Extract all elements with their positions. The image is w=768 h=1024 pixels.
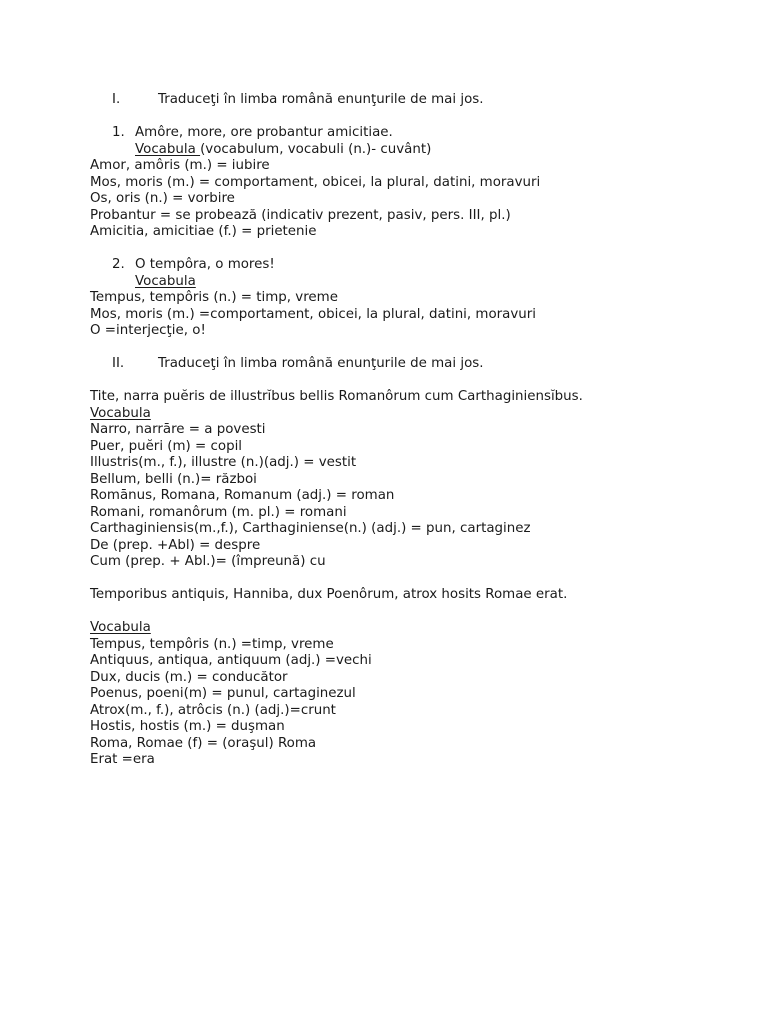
vocab-entry: Hostis, hostis (m.) = duşman: [90, 719, 285, 734]
vocab-entry: Carthaginiensis(m.,f.), Carthaginiense(n.) (adj.) = pun, cartaginez: [90, 521, 531, 536]
vocab-entry: O =interjecţie, o!: [90, 323, 206, 338]
item-2-vocab-label: Vocabula: [135, 273, 196, 289]
vocab-entry: Bellum, belli (n.)= război: [90, 471, 257, 487]
vocab-entry: Illustris(m., f.), illustre (n.)(adj.) = vestit: [90, 455, 357, 470]
vocab-entry: De (prep. +Abl) = despre: [90, 537, 261, 553]
item-2-sentence: O tempôra, o mores!: [135, 257, 275, 272]
section-2-sentence-1: Tite, narra puĕris de illustrĭbus bellis Romanôrum cum Carthaginiensĭbus.: [90, 389, 583, 404]
vocab-entry: Dux, ducis (m.) = conducător: [90, 669, 288, 685]
section-2-vocab-1-label: Vocabula: [90, 405, 151, 421]
vocab-entry: Poenus, poeni(m) = punul, cartaginezul: [90, 686, 356, 701]
vocab-entry: Mos, moris (m.) =comportament, obicei, la plural, datini, moravuri: [90, 306, 537, 322]
vocab-note: (vocabulum, vocabuli (n.)- cuvânt): [200, 141, 432, 157]
vocab-entry: Erat =era: [90, 752, 155, 767]
section-2-heading: Traduceţi în limba română enunţurile de mai jos.: [158, 356, 484, 371]
vocab-label: Vocabula: [135, 141, 201, 157]
vocab-entry: Tempus, tempôris (n.) = timp, vreme: [90, 290, 338, 305]
section-1-numeral: I.: [112, 92, 121, 107]
vocab-entry: Puer, puĕri (m) = copil: [90, 438, 243, 454]
vocab-entry: Narro, narrāre = a povesti: [90, 422, 266, 437]
section-2-numeral: II.: [112, 356, 125, 371]
vocab-entry: Amicitia, amicitiae (f.) = prietenie: [90, 224, 317, 239]
vocab-entry: Os, oris (n.) = vorbire: [90, 191, 235, 206]
vocab-entry: Probantur = se probează (indicativ prezent, pasiv, pers. III, pl.): [90, 207, 511, 223]
vocab-entry: Tempus, tempôris (n.) =timp, vreme: [90, 636, 334, 652]
vocab-entry: Amor, amôris (m.) = iubire: [90, 158, 270, 173]
item-1-sentence: Amôre, more, ore probantur amicitiae.: [135, 125, 393, 140]
section-2-sentence-2: Temporibus antiquis, Hanniba, dux Poenôrum, atrox hosits Romae erat.: [90, 587, 568, 602]
vocab-entry: Roma, Romae (f) = (oraşul) Roma: [90, 735, 317, 751]
item-1-number: 1.: [112, 125, 125, 140]
item-2-number: 2.: [112, 257, 125, 272]
section-1-heading: Traduceţi în limba română enunţurile de mai jos.: [158, 92, 484, 107]
vocab-entry: Antiquus, antiqua, antiquum (adj.) =vechi: [90, 653, 372, 668]
vocab-entry: Cum (prep. + Abl.)= (împreună) cu: [90, 554, 326, 569]
item-1-vocab-heading: [135, 142, 431, 159]
vocab-entry: Romani, romanôrum (m. pl.) = romani: [90, 504, 347, 520]
section-2-vocab-2-label: Vocabula: [90, 620, 151, 635]
vocab-entry: Atrox(m., f.), atrôcis (n.) (adj.)=crunt: [90, 702, 336, 718]
vocab-entry: Mos, moris (m.) = comportament, obicei, la plural, datini, moravuri: [90, 174, 541, 190]
vocab-entry: Romānus, Romana, Romanum (adj.) = roman: [90, 488, 395, 503]
